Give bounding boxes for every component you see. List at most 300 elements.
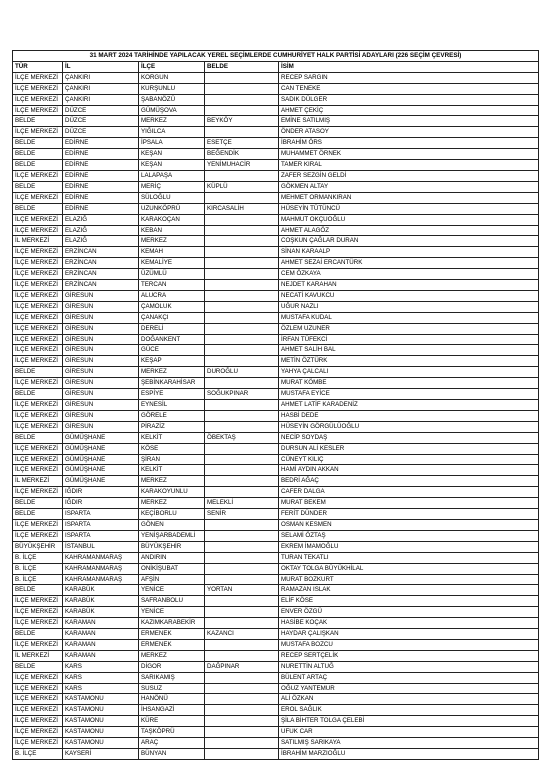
cell-belde [205,530,279,541]
cell-ilce: GÖNEN [139,519,205,530]
cell-tur: İLÇE MERKEZİ [13,672,63,683]
cell-isim: ENVER ÖZGÜ [279,607,539,618]
table-row [13,574,539,585]
cell-ilce: KÜRE [139,716,205,727]
cell-tur: İLÇE MERKEZİ [13,94,63,105]
cell-il: ERZİNCAN [63,269,139,280]
cell-isim: MUSTAFA EYİCE [279,389,539,400]
cell-ilce: KEÇİBORLU [139,509,205,520]
cell-ilce: SÜLOĞLU [139,192,205,203]
cell-isim: MUSTAFA KUDAL [279,312,539,323]
cell-belde [205,334,279,345]
cell-isim: BEDRİ AĞAÇ [279,476,539,487]
cell-il: İSTANBUL [63,541,139,552]
cell-ilce: KARAKOYUNLU [139,487,205,498]
cell-isim: MEHMET ORMANKIRAN [279,192,539,203]
table-row [13,454,539,465]
cell-isim: AHMET ÇEKİÇ [279,105,539,116]
cell-ilce: PİRAZİZ [139,421,205,432]
cell-belde [205,225,279,236]
cell-isim: EROL SAĞLIK [279,705,539,716]
cell-il: GİRESUN [63,400,139,411]
table-row [13,83,539,94]
cell-il: GİRESUN [63,410,139,421]
cell-belde: YORTAN [205,585,279,596]
cell-il: KARABÜK [63,596,139,607]
cell-tur: İLÇE MERKEZİ [13,639,63,650]
cell-isim: HAYDAR ÇALIŞKAN [279,629,539,640]
table-row [13,389,539,400]
cell-il: EDİRNE [63,192,139,203]
cell-tur: İLÇE MERKEZİ [13,280,63,291]
cell-belde [205,596,279,607]
cell-isim: ÖZLEM UZUNER [279,323,539,334]
cell-belde [205,192,279,203]
header-row [13,61,539,72]
cell-il: ISPARTA [63,509,139,520]
table-row [13,312,539,323]
cell-tur: İLÇE MERKEZİ [13,530,63,541]
cell-ilce: ALUCRA [139,290,205,301]
cell-il: KASTAMONU [63,738,139,749]
cell-il: GİRESUN [63,356,139,367]
cell-isim: BÜLENT ARTAÇ [279,672,539,683]
cell-il: ERZİNCAN [63,258,139,269]
cell-belde: KÜPLÜ [205,181,279,192]
cell-tur: İLÇE MERKEZİ [13,269,63,280]
cell-il: IĞDIR [63,498,139,509]
cell-belde: SOĞUKPINAR [205,389,279,400]
table-row [13,378,539,389]
cell-il: GÜMÜŞHANE [63,454,139,465]
cell-il: KARS [63,683,139,694]
cell-belde [205,312,279,323]
cell-tur: İL MERKEZİ [13,476,63,487]
cell-isim: SATILMIŞ SARIKAYA [279,738,539,749]
cell-belde [205,236,279,247]
cell-ilce: KEŞAN [139,160,205,171]
cell-isim: GÖKMEN ALTAY [279,181,539,192]
cell-il: ELAZIĞ [63,214,139,225]
cell-belde [205,269,279,280]
table-row [13,290,539,301]
cell-tur: BELDE [13,432,63,443]
header-ilce: İLÇE [139,61,205,72]
cell-belde [205,247,279,258]
cell-tur: İLÇE MERKEZİ [13,443,63,454]
cell-tur: İLÇE MERKEZİ [13,683,63,694]
cell-il: KAHRAMANMARAŞ [63,574,139,585]
table-row [13,280,539,291]
cell-il: GÜMÜŞHANE [63,432,139,443]
cell-belde: SENİR [205,509,279,520]
table-row [13,705,539,716]
cell-tur: İLÇE MERKEZİ [13,301,63,312]
cell-tur: BELDE [13,661,63,672]
cell-ilce: YENİCE [139,585,205,596]
cell-tur: BÜYÜKŞEHİR [13,541,63,552]
cell-ilce: ERMENEK [139,639,205,650]
cell-ilce: ONİKİŞUBAT [139,563,205,574]
cell-tur: İLÇE MERKEZİ [13,290,63,301]
table-row [13,749,539,760]
cell-belde [205,519,279,530]
cell-ilce: KEBAN [139,225,205,236]
cell-isim: EMİNE SATILMIŞ [279,116,539,127]
cell-il: EDİRNE [63,170,139,181]
table-row [13,345,539,356]
cell-belde: YENİMUHACİR [205,160,279,171]
cell-tur: BELDE [13,149,63,160]
cell-isim: UFUK CAR [279,727,539,738]
table-row [13,127,539,138]
cell-il: GİRESUN [63,290,139,301]
cell-il: ISPARTA [63,530,139,541]
table-row [13,170,539,181]
table-row [13,639,539,650]
table-row [13,694,539,705]
cell-ilce: KAZIMKARABEKİR [139,618,205,629]
cell-tur: İLÇE MERKEZİ [13,421,63,432]
table-row [13,650,539,661]
cell-tur: İLÇE MERKEZİ [13,738,63,749]
table-row [13,149,539,160]
table-row [13,367,539,378]
cell-isim: AHMET SALİH BAL [279,345,539,356]
cell-tur: İLÇE MERKEZİ [13,519,63,530]
cell-isim: RECEP SERTÇELİK [279,650,539,661]
cell-il: EDİRNE [63,149,139,160]
cell-il: GİRESUN [63,389,139,400]
table-row [13,629,539,640]
table-row [13,552,539,563]
table-row [13,530,539,541]
cell-ilce: ÇANAKÇI [139,312,205,323]
cell-tur: İLÇE MERKEZİ [13,618,63,629]
cell-isim: MURAT KÖMBE [279,378,539,389]
cell-isim: MUSTAFA BOZCU [279,639,539,650]
cell-isim: İBRAHİM ÖRS [279,138,539,149]
cell-tur: B. İLÇE [13,574,63,585]
table-row [13,661,539,672]
cell-il: GÜMÜŞHANE [63,465,139,476]
cell-isim: YAHYA ÇALCALI [279,367,539,378]
table-title: 31 MART 2024 TARİHİNDE YAPILACAK YEREL SEÇİMLERDE CUMHURİYET HALK PARTİSİ ADAYLARI (226 SEÇİM ÇEVRESİ) [13,51,539,62]
cell-tur: İLÇE MERKEZİ [13,607,63,618]
cell-belde [205,258,279,269]
cell-ilce: KELKİT [139,465,205,476]
cell-ilce: MERİÇ [139,181,205,192]
cell-tur: İLÇE MERKEZİ [13,72,63,83]
cell-tur: İLÇE MERKEZİ [13,410,63,421]
table-row [13,400,539,411]
table-row [13,105,539,116]
cell-ilce: GÜMÜŞOVA [139,105,205,116]
cell-isim: OĞUZ YANTEMUR [279,683,539,694]
cell-belde [205,705,279,716]
cell-il: GÜMÜŞHANE [63,443,139,454]
cell-belde [205,214,279,225]
cell-belde [205,290,279,301]
cell-il: KAHRAMANMARAŞ [63,552,139,563]
table-row [13,138,539,149]
cell-il: GÜMÜŞHANE [63,476,139,487]
cell-belde: DUROĞLU [205,367,279,378]
cell-tur: BELDE [13,116,63,127]
cell-ilce: UZUNKÖPRÜ [139,203,205,214]
cell-ilce: KORGUN [139,72,205,83]
header-tur: TÜR [13,61,63,72]
cell-tur: İLÇE MERKEZİ [13,465,63,476]
cell-tur: İLÇE MERKEZİ [13,192,63,203]
cell-tur: İLÇE MERKEZİ [13,225,63,236]
table-row [13,519,539,530]
cell-isim: UĞUR NAZLI [279,301,539,312]
cell-belde [205,541,279,552]
cell-ilce: KEMALİYE [139,258,205,269]
cell-belde: BEYKÖY [205,116,279,127]
table-row [13,236,539,247]
table-row [13,72,539,83]
table-row [13,410,539,421]
cell-tur: İLÇE MERKEZİ [13,454,63,465]
cell-belde [205,454,279,465]
cell-il: GİRESUN [63,323,139,334]
cell-belde: KIRCASALİH [205,203,279,214]
cell-il: KASTAMONU [63,727,139,738]
cell-il: ISPARTA [63,519,139,530]
cell-il: KAYSERİ [63,749,139,760]
cell-ilce: MERKEZ [139,367,205,378]
cell-tur: İLÇE MERKEZİ [13,378,63,389]
cell-ilce: ESPİYE [139,389,205,400]
cell-ilce: BÜYÜKŞEHİR [139,541,205,552]
cell-il: GİRESUN [63,345,139,356]
cell-tur: İLÇE MERKEZİ [13,323,63,334]
cell-belde [205,563,279,574]
cell-belde [205,345,279,356]
cell-tur: BELDE [13,509,63,520]
table-row [13,203,539,214]
cell-isim: ZAFER SEZGİN GELDİ [279,170,539,181]
cell-ilce: YIĞILCA [139,127,205,138]
cell-ilce: KELKİT [139,432,205,443]
cell-ilce: ŞİRAN [139,454,205,465]
cell-isim: OSMAN KESMEN [279,519,539,530]
table-row [13,421,539,432]
cell-isim: HÜSEYİN GÖRGÜLÜOĞLU [279,421,539,432]
cell-tur: İLÇE MERKEZİ [13,127,63,138]
cell-ilce: GÖRELE [139,410,205,421]
cell-tur: BELDE [13,181,63,192]
cell-ilce: MERKEZ [139,476,205,487]
cell-il: EDİRNE [63,138,139,149]
cell-il: KASTAMONU [63,694,139,705]
cell-belde [205,356,279,367]
cell-isim: TAMER KIRAL [279,160,539,171]
cell-tur: İLÇE MERKEZİ [13,83,63,94]
cell-il: IĞDIR [63,487,139,498]
cell-isim: ÖNDER ATASOY [279,127,539,138]
cell-il: ÇANKIRI [63,94,139,105]
cell-ilce: SUSUZ [139,683,205,694]
table-row [13,225,539,236]
cell-belde [205,105,279,116]
table-row [13,596,539,607]
cell-il: KARS [63,661,139,672]
cell-tur: B. İLÇE [13,749,63,760]
cell-il: GİRESUN [63,301,139,312]
cell-tur: İLÇE MERKEZİ [13,170,63,181]
cell-belde [205,727,279,738]
cell-il: ELAZIĞ [63,236,139,247]
cell-tur: İLÇE MERKEZİ [13,105,63,116]
cell-belde [205,301,279,312]
cell-ilce: BÜNYAN [139,749,205,760]
cell-ilce: KÖSE [139,443,205,454]
cell-isim: MURAT BOZKURT [279,574,539,585]
cell-belde: MELEKLİ [205,498,279,509]
cell-ilce: KARAKOÇAN [139,214,205,225]
cell-belde: KAZANCI [205,629,279,640]
cell-ilce: GÜCE [139,345,205,356]
table-row [13,181,539,192]
cell-belde: BEĞENDİK [205,149,279,160]
table-row [13,672,539,683]
cell-il: GİRESUN [63,334,139,345]
cell-isim: MURAT BEKEM [279,498,539,509]
cell-ilce: MERKEZ [139,650,205,661]
cell-tur: İLÇE MERKEZİ [13,400,63,411]
table-row [13,509,539,520]
table-row [13,563,539,574]
cell-belde [205,618,279,629]
cell-ilce: DİGOR [139,661,205,672]
cell-belde [205,650,279,661]
cell-tur: BELDE [13,203,63,214]
cell-tur: BELDE [13,585,63,596]
header-isim: İSİM [279,61,539,72]
cell-il: DÜZCE [63,105,139,116]
cell-belde: DAĞPINAR [205,661,279,672]
cell-isim: METİN ÖZTÜRK [279,356,539,367]
cell-belde [205,683,279,694]
cell-belde [205,421,279,432]
cell-tur: BELDE [13,389,63,400]
cell-isim: HÜSEYİN TÜTÜNCÜ [279,203,539,214]
cell-belde [205,465,279,476]
cell-isim: CAFER DALGA [279,487,539,498]
cell-ilce: MERKEZ [139,236,205,247]
table-row [13,585,539,596]
candidate-table [12,50,539,760]
table-row [13,247,539,258]
cell-isim: İRFAN TÜFEKCİ [279,334,539,345]
cell-belde [205,410,279,421]
cell-il: KASTAMONU [63,705,139,716]
cell-belde [205,672,279,683]
cell-il: DÜZCE [63,116,139,127]
cell-belde [205,716,279,727]
cell-ilce: TAŞKÖPRÜ [139,727,205,738]
cell-tur: İLÇE MERKEZİ [13,356,63,367]
cell-il: GİRESUN [63,367,139,378]
table-body [13,72,539,759]
cell-ilce: DERELİ [139,323,205,334]
cell-ilce: SARIKAMIŞ [139,672,205,683]
cell-ilce: EYNESİL [139,400,205,411]
cell-belde: ESETÇE [205,138,279,149]
table-row [13,323,539,334]
table-row [13,334,539,345]
cell-il: EDİRNE [63,203,139,214]
cell-belde [205,400,279,411]
cell-belde [205,607,279,618]
cell-isim: AHMET LATİF KARADENİZ [279,400,539,411]
title-row [13,51,539,62]
cell-isim: OKTAY TOLGA BÜYÜKHİLAL [279,563,539,574]
table-row [13,116,539,127]
cell-ilce: KEŞAN [139,149,205,160]
cell-ilce: YENİCE [139,607,205,618]
table-row [13,258,539,269]
table-row [13,465,539,476]
cell-belde [205,487,279,498]
table-row [13,498,539,509]
cell-tur: B. İLÇE [13,552,63,563]
cell-ilce: İHSANGAZİ [139,705,205,716]
cell-isim: NURETTİN ALTUĞ [279,661,539,672]
table-row [13,727,539,738]
cell-belde [205,83,279,94]
cell-belde [205,127,279,138]
cell-belde [205,639,279,650]
cell-tur: İLÇE MERKEZİ [13,716,63,727]
cell-isim: EKREM İMAMOĞLU [279,541,539,552]
cell-belde [205,476,279,487]
cell-tur: İL MERKEZİ [13,236,63,247]
table-row [13,618,539,629]
cell-ilce: TERCAN [139,280,205,291]
cell-ilce: HANÖNÜ [139,694,205,705]
cell-isim: ALİ ÖZKAN [279,694,539,705]
cell-ilce: ERMENEK [139,629,205,640]
cell-isim: TURAN TEKATLI [279,552,539,563]
cell-isim: MAHMUT OKÇUOĞLU [279,214,539,225]
cell-tur: İLÇE MERKEZİ [13,247,63,258]
cell-il: KARAMAN [63,618,139,629]
table-row [13,487,539,498]
cell-ilce: MERKEZ [139,498,205,509]
cell-isim: ŞİLA BİHTER TOLGA ÇELEBİ [279,716,539,727]
cell-tur: İLÇE MERKEZİ [13,258,63,269]
table-row [13,301,539,312]
cell-il: KARABÜK [63,607,139,618]
cell-ilce: YENİŞARBADEMLİ [139,530,205,541]
cell-il: GİRESUN [63,421,139,432]
cell-belde [205,738,279,749]
cell-tur: İLÇE MERKEZİ [13,334,63,345]
cell-isim: HAMİ AYDIN AKKAN [279,465,539,476]
cell-ilce: ÇAMOLUK [139,301,205,312]
cell-il: KASTAMONU [63,716,139,727]
cell-ilce: ARAÇ [139,738,205,749]
cell-isim: NECİP SOYDAŞ [279,432,539,443]
cell-il: EDİRNE [63,160,139,171]
cell-belde [205,72,279,83]
cell-belde [205,378,279,389]
cell-tur: BELDE [13,138,63,149]
